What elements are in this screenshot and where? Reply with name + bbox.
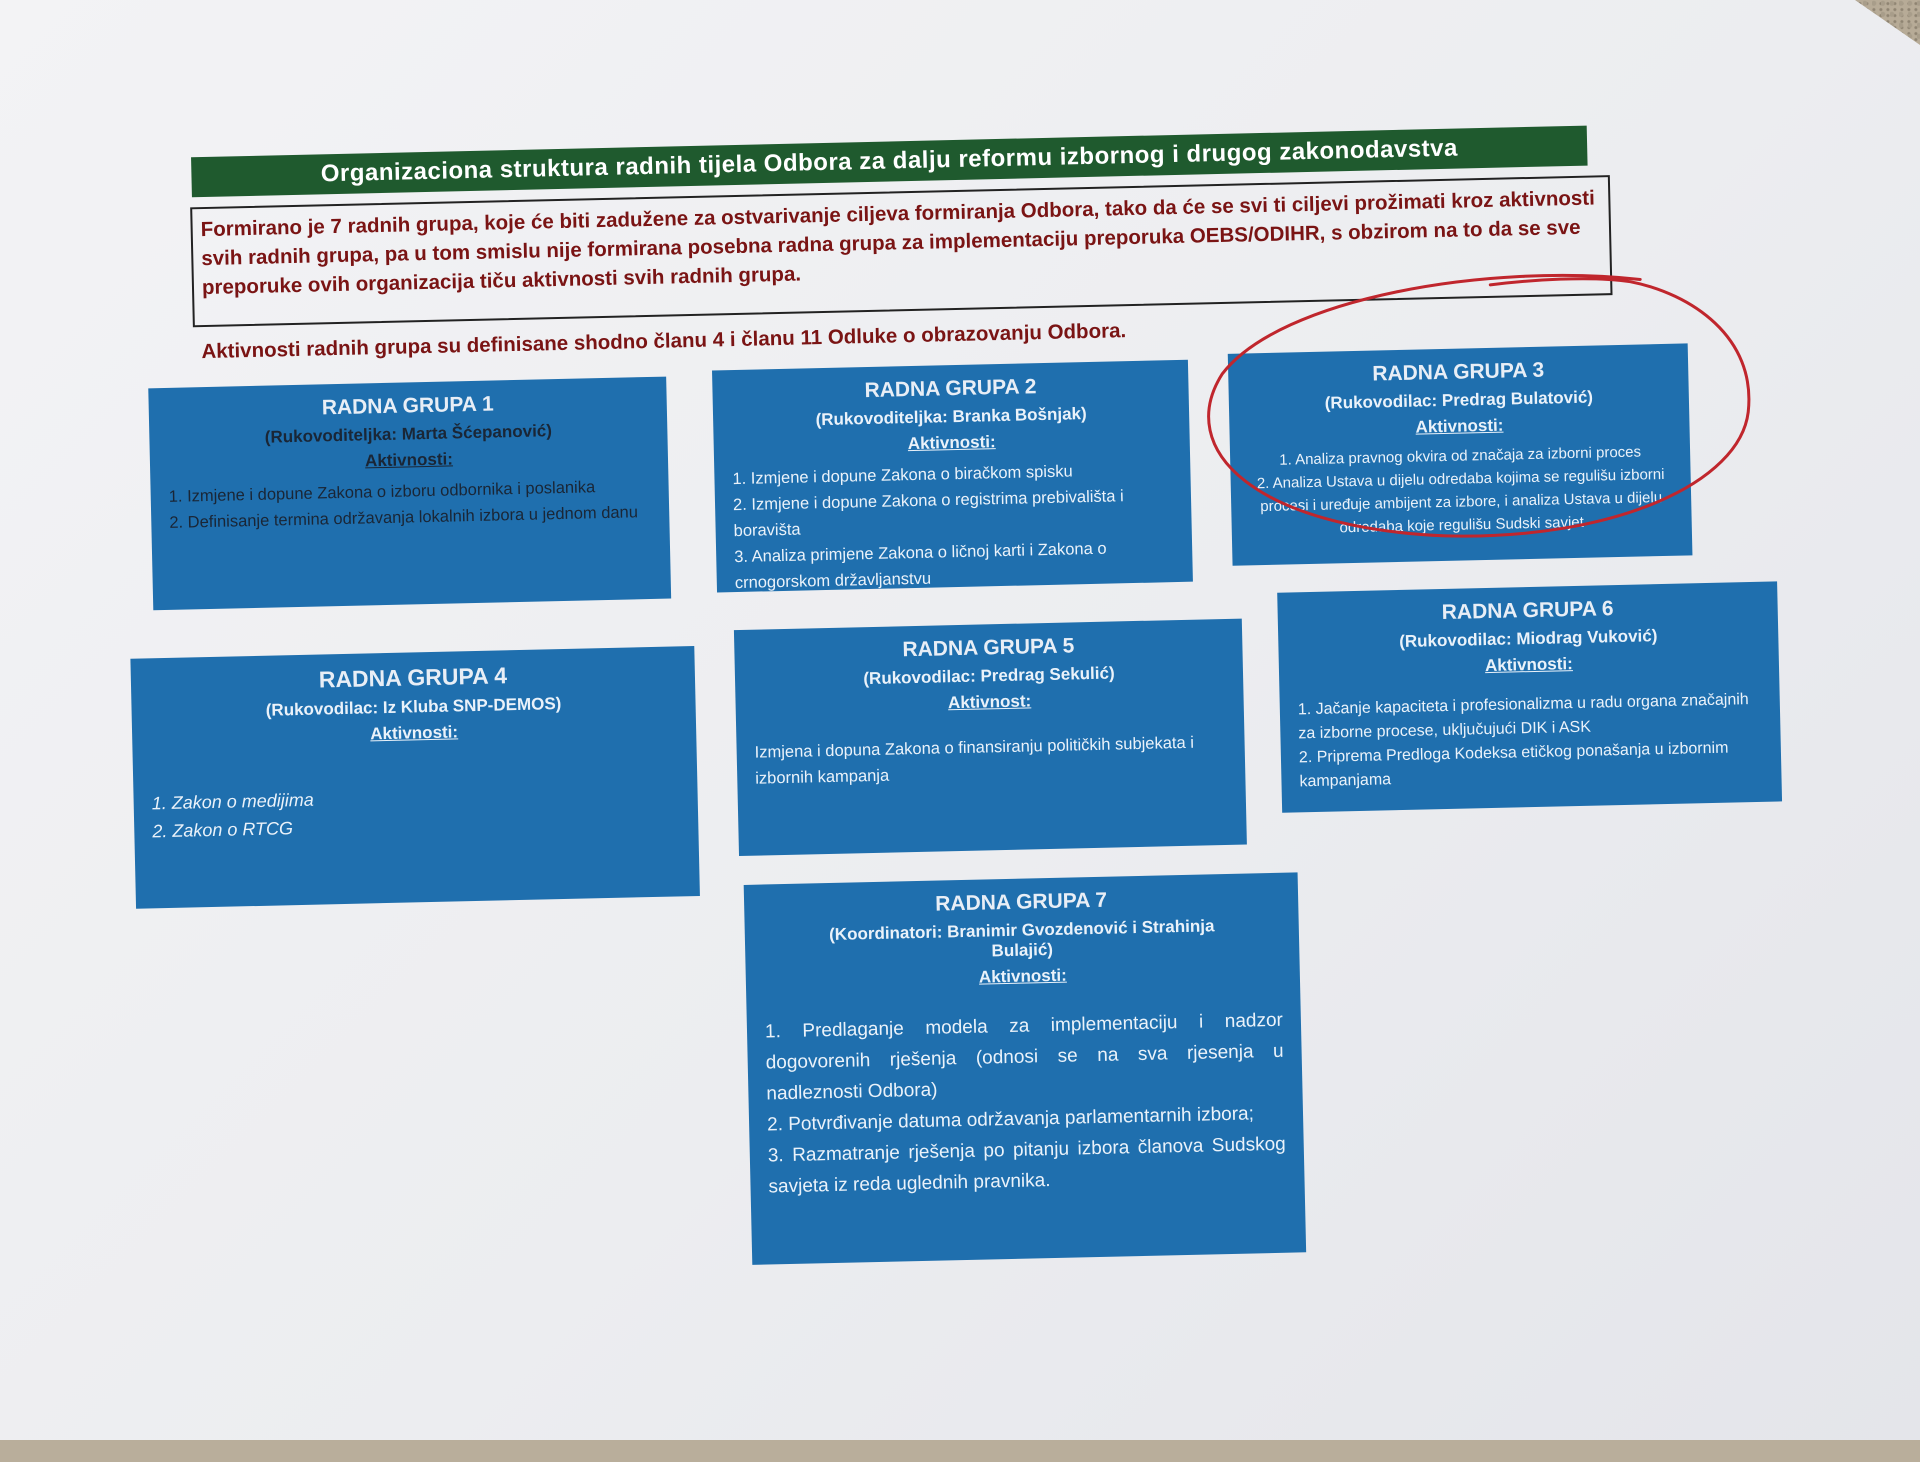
document-title: Organizaciona struktura radnih tijela Odbora za dalju reformu izbornog i drugog zakonodavstva: [191, 126, 1588, 198]
group-activity-list: [1248, 440, 1674, 542]
group-activity-item: Izmjena i dopuna Zakona o finansiranju političkih subjekata i izbornih kampanja: [754, 733, 1195, 788]
group-activity-list: [168, 473, 651, 536]
group-lead: (Rukovodilac: Iz Kluba SNP-DEMOS): [265, 694, 562, 720]
group-activity-item: 1. Analiza pravnog okvira od značaja za izborni proces: [1279, 443, 1642, 469]
group-activity-list: [1298, 688, 1764, 795]
group-activity-item: 2. Definisanje termina održavanja lokalnih izbora u jednom danu: [169, 503, 639, 532]
group-lead: (Rukovoditeljka: Branka Bošnjak): [815, 404, 1087, 430]
group-title: RADNA GRUPA 3: [1372, 358, 1545, 386]
group-activities-label: Aktivnosti:: [978, 965, 1067, 987]
group-activity-item: 1. Jačanje kapaciteta i profesionalizma u radu organa značajnih za izborne procese, uključujući DIK i ASK: [1297, 691, 1749, 743]
group-activity-item: 2. Potvrđivanje datuma održavanja parlamentarnih izbora;: [766, 1103, 1255, 1136]
group-activity-item: 2. Izmjene i dopune Zakona o registrima prebivališta i boravišta: [732, 487, 1124, 541]
group-activities-label: Aktivnosti:: [370, 722, 459, 744]
group-activity-item: 2. Analiza Ustava u dijelu odredaba kojima se regulišu izborni procesi i uređuje ambijent za izbore, i analiza Ustava u dijelu odredaba koje regulišu Sudski savjet: [1256, 465, 1665, 537]
group-activity-item: 1. Izmjene i dopune Zakona o biračkom spisku: [732, 462, 1073, 489]
group-activity-item: 2. Priprema Predloga Kodeksa etičkog ponašanja u izbornim kampanjama: [1298, 739, 1729, 791]
group-activity-item: 1. Predlaganje modela za implementaciju i nadzor dogovorenih rješenja (odnosi se na sva rjesenja u nadleznosti Odbora): [764, 1009, 1284, 1105]
group-title: RADNA GRUPA 7: [934, 888, 1108, 916]
group-activity-list: [732, 456, 1175, 596]
group-lead: (Rukovoditeljka: Marta Šćepanović): [264, 421, 553, 447]
group-activity-list: [151, 777, 680, 845]
group-box-1: [148, 377, 671, 611]
group-title: RADNA GRUPA 2: [864, 375, 1037, 403]
group-activity-list: [765, 1005, 1287, 1203]
group-title: RADNA GRUPA 5: [902, 634, 1075, 662]
group-box-2: [712, 360, 1193, 593]
group-title: RADNA GRUPA 6: [1441, 597, 1614, 625]
group-box-5: [734, 619, 1247, 856]
group-title: RADNA GRUPA 1: [321, 392, 494, 420]
group-box-6: [1277, 581, 1782, 812]
group-lead: (Rukovodilac: Miodrag Vuković): [1399, 626, 1658, 652]
group-activity-item: 3. Analiza primjene Zakona o ličnoj karti i Zakona o crnogorskom državljanstvu: [734, 539, 1107, 593]
group-activity-list: [754, 729, 1227, 792]
group-activities-label: Aktivnost:: [947, 691, 1032, 713]
group-activity-item: 1. Izmjene i dopune Zakona o izboru odbornika i poslanika: [168, 478, 596, 506]
intro-note: Aktivnosti radnih grupa su definisane shodno članu 4 i članu 11 Odluke o obrazovanju Odbora.: [201, 319, 1127, 364]
group-box-7: [744, 872, 1306, 1264]
group-lead: (Rukovodilac: Predrag Sekulić): [863, 663, 1115, 689]
group-activities-label: Aktivnosti:: [907, 432, 996, 454]
group-lead: (Koordinatori: Branimir Gvozdenović i Strahinja Bulajić): [828, 916, 1215, 961]
intro-paragraph: Formirano je 7 radnih grupa, koje će biti zadužene za ostvarivanje ciljeva formiranja Odbora, tako da će se svi ti ciljevi prožimati kroz aktivnosti svih radnih grupa, pa u tom smislu nije formirana posebna radna grupa za implementaciju preporuka OEBS/ODIHR, s obzirom na to da se sve preporuke ovih organizacija tiču aktivnosti svih radnih grupa.: [200, 186, 1596, 300]
group-activity-item: 1. Zakon o medijima: [151, 789, 314, 814]
group-activity-item: 2. Zakon o RTCG: [152, 818, 294, 842]
group-title: RADNA GRUPA 4: [318, 662, 508, 693]
group-activities-label: Aktivnosti:: [1484, 654, 1574, 676]
group-activities-label: Aktivnosti:: [1415, 415, 1504, 437]
group-lead: (Rukovodilac: Predrag Bulatović): [1324, 387, 1594, 413]
group-activity-item: 3. Razmatranje rješenja po pitanju izbora članova Sudskog savjeta iz reda uglednih pravnika.: [767, 1133, 1286, 1198]
group-box-3: [1228, 343, 1693, 565]
intro-box: [190, 175, 1612, 364]
group-activities-label: Aktivnosti:: [364, 449, 454, 471]
group-box-4: [130, 646, 700, 909]
